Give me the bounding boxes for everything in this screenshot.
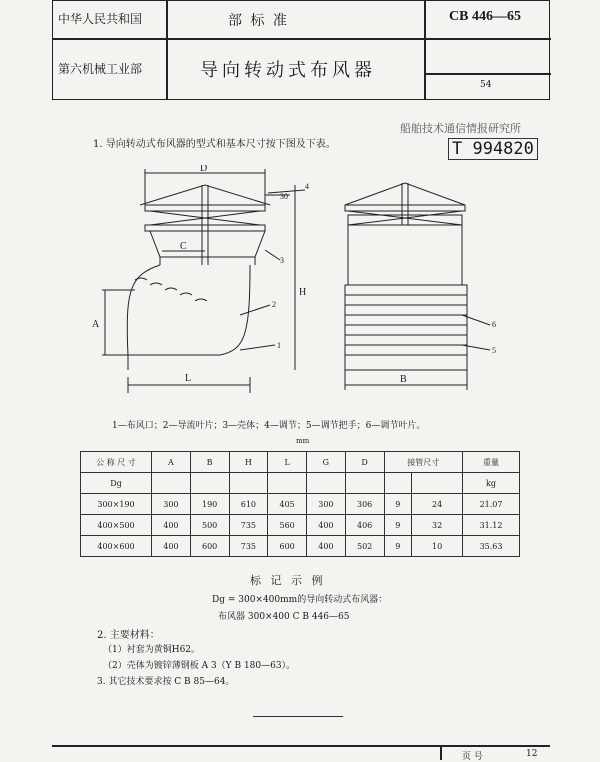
table-cell: 405 xyxy=(268,494,307,515)
table-cell: 21.07 xyxy=(463,494,520,515)
table-cell: 35.63 xyxy=(463,536,520,557)
table-header-cell xyxy=(307,473,346,494)
unit-label: mm xyxy=(296,437,310,445)
header-divider xyxy=(53,38,424,40)
table-cell: 10 xyxy=(412,536,463,557)
table-cell: 24 xyxy=(412,494,463,515)
table-cell: 400 xyxy=(307,515,346,536)
footer-border xyxy=(440,745,442,760)
table-cell: 406 xyxy=(345,515,384,536)
callout-3: 3 xyxy=(280,256,284,265)
table-cell: 32 xyxy=(412,515,463,536)
callout-2: 2 xyxy=(272,300,276,309)
table-cell: 9 xyxy=(384,536,412,557)
header-divider xyxy=(166,1,168,99)
table-cell: 735 xyxy=(229,515,268,536)
table-row xyxy=(81,515,520,536)
table-cell: 300 xyxy=(307,494,346,515)
table-cell: 9 xyxy=(384,494,412,515)
table-header-cell: L xyxy=(268,452,307,473)
table-cell: 400×500 xyxy=(81,515,152,536)
org-name-1: 中华人民共和国 xyxy=(58,12,143,26)
header-divider xyxy=(424,73,551,75)
table-header-cell xyxy=(229,473,268,494)
standard-type: 部 标 准 xyxy=(228,13,289,29)
table-cell: 600 xyxy=(268,536,307,557)
intro-text: 1. 导向转动式布风器的型式和基本尺寸按下图及下表。 xyxy=(93,139,336,150)
dim-d-label: D xyxy=(200,165,208,174)
example-heading: 标 记 示 例 xyxy=(250,574,326,587)
stamp-number: T 994820 xyxy=(448,138,538,160)
table-cell: 600 xyxy=(190,536,229,557)
callout-5: 5 xyxy=(492,346,496,355)
page-number: 54 xyxy=(480,80,492,90)
table-cell: 735 xyxy=(229,536,268,557)
example-line-1: Dg = 300×400mm的导向转动式布风器： xyxy=(212,595,388,605)
technical-requirements: 3. 其它技术要求按 C B 85—64。 xyxy=(97,677,235,687)
table-cell: 31.12 xyxy=(463,515,520,536)
dim-a-label: A xyxy=(92,319,100,330)
table-header-cell xyxy=(412,473,463,494)
footer-page-value: 12 xyxy=(526,749,538,759)
figure-legend: 1—布风口；2—导流叶片；3—壳体；4—调节；5—调节把手；6—调节叶片。 xyxy=(112,421,426,431)
table-header-cell xyxy=(268,473,307,494)
callout-1: 1 xyxy=(277,341,281,350)
table-cell: 502 xyxy=(345,536,384,557)
table-header-cell: 公 称 尺 寸 xyxy=(81,452,152,473)
table-cell: 560 xyxy=(268,515,307,536)
table-cell: 400 xyxy=(152,515,191,536)
footer-border xyxy=(52,745,550,747)
table-header-cell: D xyxy=(345,452,384,473)
material-item-1: （1）衬套为黄铜H62。 xyxy=(103,645,201,655)
dimension-table xyxy=(80,451,520,557)
material-item-2: （2）壳体为镀锌薄钢板 A 3（Y B 180—63）。 xyxy=(103,661,296,671)
table-cell: 190 xyxy=(190,494,229,515)
dim-c-label: C xyxy=(180,241,187,252)
table-cell: 9 xyxy=(384,515,412,536)
dim-30-label: 30 xyxy=(280,192,288,201)
callout-4: 4 xyxy=(305,182,309,191)
table-header-cell: 接管尺寸 xyxy=(384,452,463,473)
table-cell: 300×190 xyxy=(81,494,152,515)
standard-number: CB 446—65 xyxy=(449,9,521,24)
table-header-cell: 重量 xyxy=(463,452,520,473)
technical-drawing xyxy=(90,165,510,410)
table-header-cell xyxy=(345,473,384,494)
stamp-text: 船舶技术通信情报研究所 xyxy=(400,122,521,135)
table-header-cell: G xyxy=(307,452,346,473)
org-name-2: 第六机械工业部 xyxy=(58,62,143,76)
table-header-cell: Dg xyxy=(81,473,152,494)
library-stamp xyxy=(400,120,548,160)
table-header-cell: A xyxy=(152,452,191,473)
table-cell: 400×600 xyxy=(81,536,152,557)
table-subheader-row xyxy=(81,473,520,494)
example-line-2: 布风器 300×400 C B 446—65 xyxy=(218,612,350,622)
table-header-cell xyxy=(190,473,229,494)
divider xyxy=(253,716,343,717)
materials-heading: 2. 主要材料： xyxy=(97,630,160,641)
table-row xyxy=(81,494,520,515)
table-cell: 300 xyxy=(152,494,191,515)
table-cell: 400 xyxy=(152,536,191,557)
callout-6: 6 xyxy=(492,320,496,329)
footer-page-label: 页 号 xyxy=(462,752,483,762)
table-row xyxy=(81,536,520,557)
table-cell: 610 xyxy=(229,494,268,515)
table-header-cell: H xyxy=(229,452,268,473)
table-header-cell xyxy=(152,473,191,494)
table-cell: 500 xyxy=(190,515,229,536)
header-divider xyxy=(424,38,551,40)
table-header-cell xyxy=(384,473,412,494)
table-cell: 400 xyxy=(307,536,346,557)
document-title: 导向转动式布风器 xyxy=(200,60,376,81)
dim-b-label: B xyxy=(400,374,407,385)
dim-h-label: H xyxy=(299,287,307,298)
header-divider xyxy=(424,1,426,99)
table-header-cell: kg xyxy=(463,473,520,494)
table-cell: 306 xyxy=(345,494,384,515)
dim-l-label: L xyxy=(185,373,192,384)
table-header-row xyxy=(81,452,520,473)
table-header-cell: B xyxy=(190,452,229,473)
